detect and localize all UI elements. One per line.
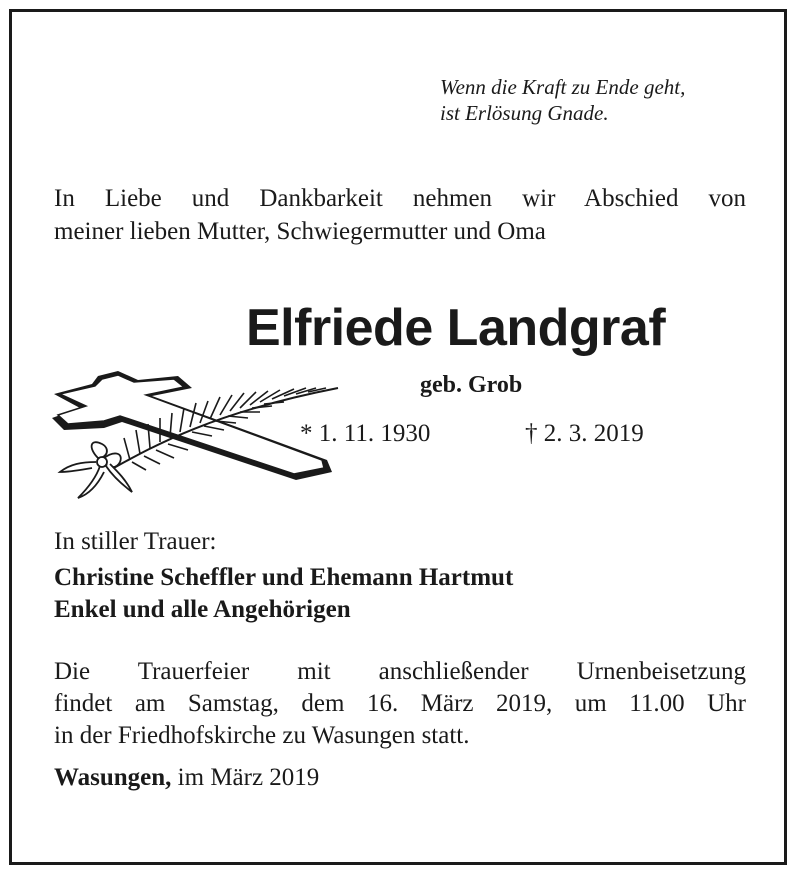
maiden-name: geb. Grob	[420, 372, 523, 398]
place-and-date	[54, 762, 319, 794]
service-announcement	[54, 656, 746, 752]
mourners-line-1: Christine Scheffler und Ehemann Hartmut	[54, 564, 514, 591]
birth-date: * 1. 11. 1930	[300, 420, 431, 447]
cross-with-palm-icon	[40, 368, 340, 508]
intro-text	[54, 182, 746, 248]
intro-line-1: In Liebe und Dankbarkeit nehmen wir Abschied von	[54, 185, 746, 212]
motto-quote	[440, 74, 685, 126]
service-line-1: Die Trauerfeier mit anschließender Urnenbeisetzung	[54, 658, 746, 685]
deceased-name: Elfriede Landgraf	[246, 299, 666, 357]
service-line-3: in der Friedhofskirche zu Wasungen statt.	[54, 722, 470, 749]
mourners-line-2: Enkel und alle Angehörigen	[54, 596, 351, 623]
mourners-list	[54, 562, 513, 626]
death-date: † 2. 3. 2019	[525, 420, 644, 447]
motto-line-1: Wenn die Kraft zu Ende geht,	[440, 75, 686, 99]
mourners-heading: In stiller Trauer:	[54, 528, 217, 555]
motto-line-2: ist Erlösung Gnade.	[440, 101, 609, 125]
intro-line-2: meiner lieben Mutter, Schwiegermutter und Oma	[54, 218, 546, 245]
signoff-place: Wasungen,	[54, 764, 172, 791]
service-line-2: findet am Samstag, dem 16. März 2019, um 11.00 Uhr	[54, 690, 746, 717]
signoff-date: im März 2019	[177, 764, 320, 791]
